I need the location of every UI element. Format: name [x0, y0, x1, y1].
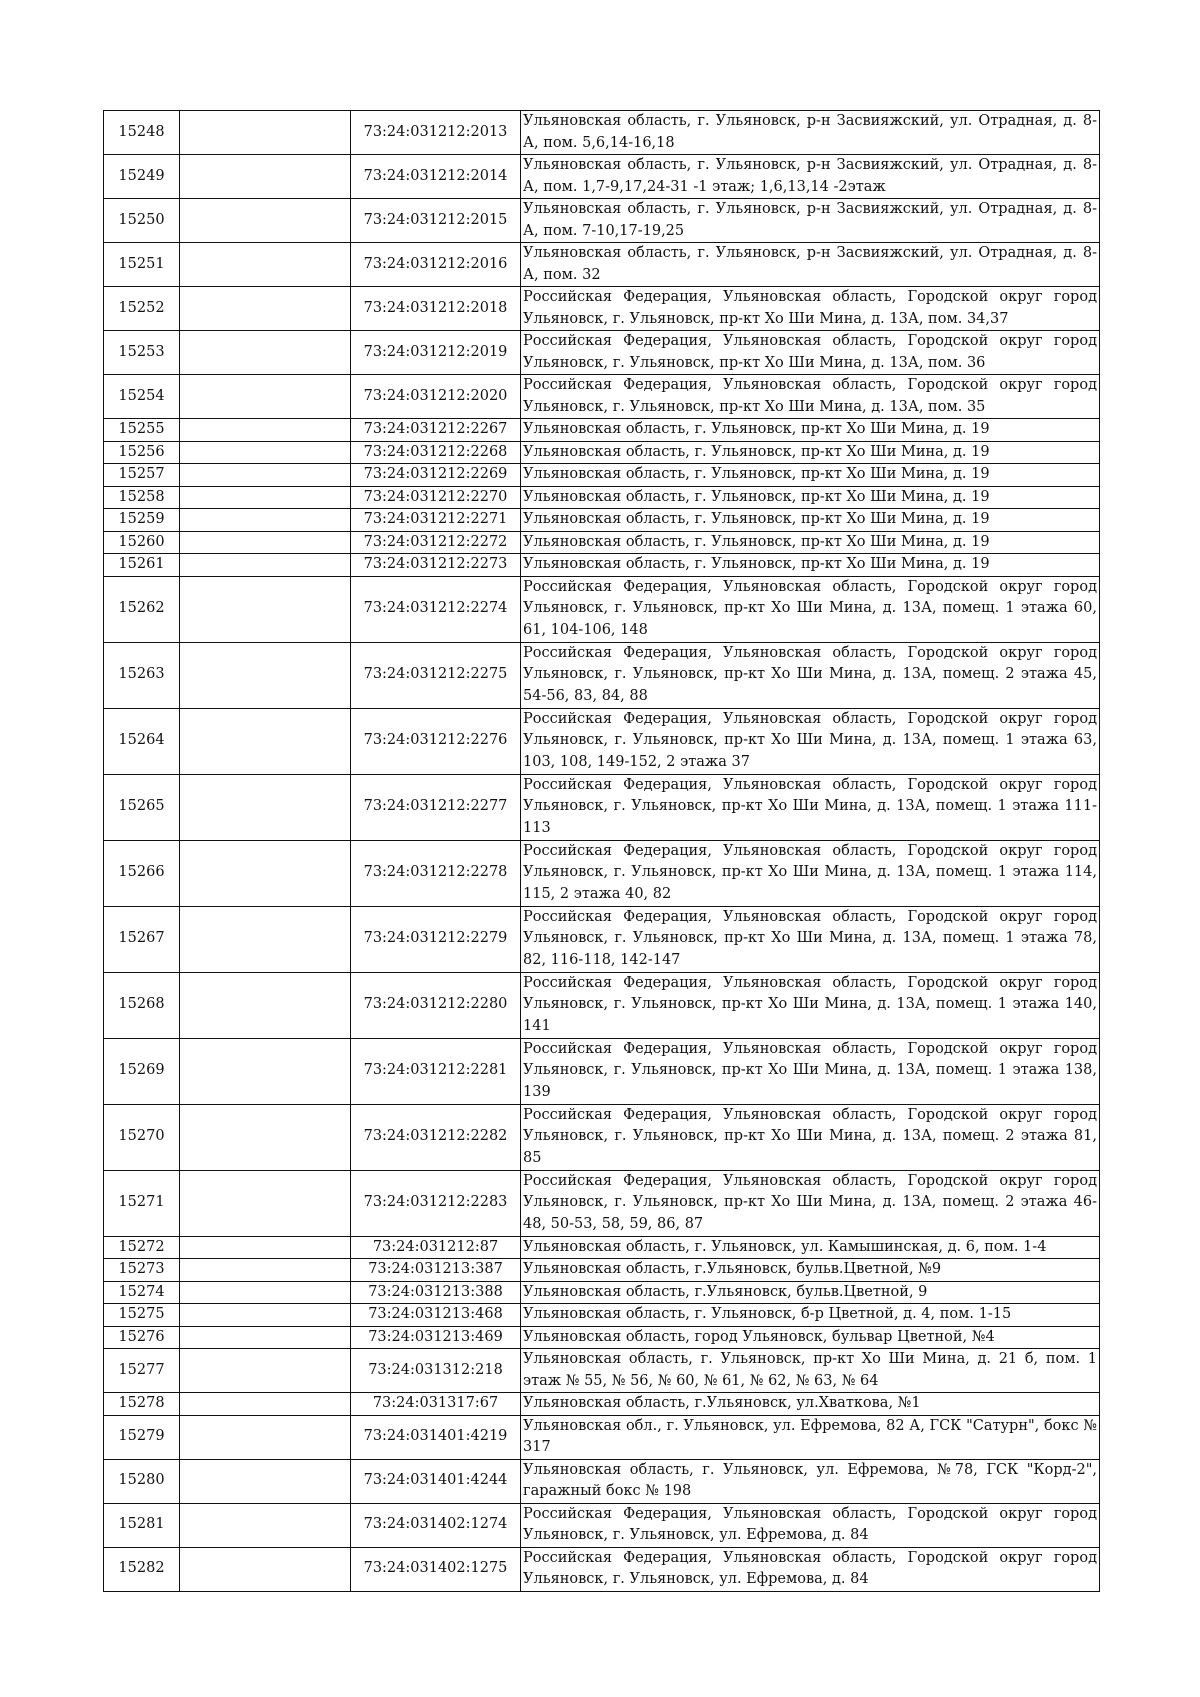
table-row: [104, 1503, 1100, 1547]
cadastral-number-cell: 73:24:031212:2269: [351, 464, 521, 487]
row-number-cell: 15263: [104, 642, 180, 708]
empty-cell: [180, 1349, 351, 1393]
table-row: [104, 1038, 1100, 1104]
address-cell: Российская Федерация, Ульяновская область, Городской округ город Ульяновск, г. Ульяновск, пр-кт Хо Ши Мина, д. 13А, пом. 35: [521, 375, 1100, 419]
empty-cell: [180, 774, 351, 840]
table-row: [104, 111, 1100, 155]
address-cell: Ульяновская область, г. Ульяновск, ул. Камышинская, д. 6, пом. 1-4: [521, 1236, 1100, 1259]
row-number-cell: 15252: [104, 287, 180, 331]
cadastral-number-cell: 73:24:031212:2267: [351, 419, 521, 442]
address-cell: Ульяновская область, г. Ульяновск, ул. Ефремова, №78, ГСК "Корд-2", гаражный бокс № 198: [521, 1459, 1100, 1503]
empty-cell: [180, 375, 351, 419]
cadastral-number-cell: 73:24:031212:87: [351, 1236, 521, 1259]
empty-cell: [180, 1459, 351, 1503]
address-cell: Ульяновская область, г. Ульяновск, р-н Засвияжский, ул. Отрадная, д. 8-А, пом. 5,6,14-16,18: [521, 111, 1100, 155]
address-cell: Российская Федерация, Ульяновская область, Городской округ город Ульяновск, г. Ульяновск, пр-кт Хо Ши Мина, д. 13А, пом. 36: [521, 331, 1100, 375]
row-number-cell: 15265: [104, 774, 180, 840]
empty-cell: [180, 155, 351, 199]
table-row: [104, 509, 1100, 532]
table-row: [104, 1393, 1100, 1416]
cadastral-number-cell: 73:24:031212:2279: [351, 906, 521, 972]
empty-cell: [180, 111, 351, 155]
row-number-cell: 15269: [104, 1038, 180, 1104]
empty-cell: [180, 243, 351, 287]
empty-cell: [180, 1259, 351, 1282]
empty-cell: [180, 1503, 351, 1547]
table-row: [104, 155, 1100, 199]
cadastral-number-cell: 73:24:031212:2280: [351, 972, 521, 1038]
address-cell: Российская Федерация, Ульяновская область, Городской округ город Ульяновск, г. Ульяновск, ул. Ефремова, д. 84: [521, 1547, 1100, 1591]
table-row: [104, 642, 1100, 708]
table-row: [104, 375, 1100, 419]
empty-cell: [180, 331, 351, 375]
table-row: [104, 906, 1100, 972]
empty-cell: [180, 1281, 351, 1304]
row-number-cell: 15279: [104, 1415, 180, 1459]
empty-cell: [180, 287, 351, 331]
table-row: [104, 1170, 1100, 1236]
row-number-cell: 15271: [104, 1170, 180, 1236]
cadastral-number-cell: 73:24:031212:2275: [351, 642, 521, 708]
row-number-cell: 15272: [104, 1236, 180, 1259]
row-number-cell: 15282: [104, 1547, 180, 1591]
empty-cell: [180, 441, 351, 464]
row-number-cell: 15266: [104, 840, 180, 906]
row-number-cell: 15262: [104, 576, 180, 642]
table-row: [104, 531, 1100, 554]
table-row: [104, 199, 1100, 243]
address-cell: Российская Федерация, Ульяновская область, Городской округ город Ульяновск, г. Ульяновск, ул. Ефремова, д. 84: [521, 1503, 1100, 1547]
table-row: [104, 287, 1100, 331]
empty-cell: [180, 509, 351, 532]
address-cell: Ульяновская область, г. Ульяновск, пр-кт Хо Ши Мина, д. 21 б, пом. 1 этаж № 55, № 56, № 60, № 61, № 62, № 63, № 64: [521, 1349, 1100, 1393]
cadastral-number-cell: 73:24:031212:2019: [351, 331, 521, 375]
address-cell: Ульяновская область, г. Ульяновск, пр-кт Хо Ши Мина, д. 19: [521, 554, 1100, 577]
registry-table-body: [104, 111, 1100, 1592]
empty-cell: [180, 531, 351, 554]
cadastral-number-cell: 73:24:031212:2282: [351, 1104, 521, 1170]
empty-cell: [180, 840, 351, 906]
empty-cell: [180, 708, 351, 774]
cadastral-number-cell: 73:24:031402:1274: [351, 1503, 521, 1547]
property-registry-table: [103, 110, 1100, 1592]
table-row: [104, 774, 1100, 840]
address-cell: Российская Федерация, Ульяновская область, Городской округ город Ульяновск, г. Ульяновск, пр-кт Хо Ши Мина, д. 13А, помещ. 1 этажа 63, 103, 108, 149-152, 2 этажа 37: [521, 708, 1100, 774]
cadastral-number-cell: 73:24:031212:2274: [351, 576, 521, 642]
cadastral-number-cell: 73:24:031317:67: [351, 1393, 521, 1416]
row-number-cell: 15276: [104, 1326, 180, 1349]
table-row: [104, 1304, 1100, 1327]
cadastral-number-cell: 73:24:031212:2013: [351, 111, 521, 155]
cadastral-number-cell: 73:24:031212:2270: [351, 486, 521, 509]
table-row: [104, 486, 1100, 509]
empty-cell: [180, 972, 351, 1038]
address-cell: Ульяновская область, г.Ульяновск, бульв.Цветной, №9: [521, 1259, 1100, 1282]
cadastral-number-cell: 73:24:031212:2281: [351, 1038, 521, 1104]
cadastral-number-cell: 73:24:031401:4219: [351, 1415, 521, 1459]
row-number-cell: 15258: [104, 486, 180, 509]
table-row: [104, 1459, 1100, 1503]
cadastral-number-cell: 73:24:031212:2015: [351, 199, 521, 243]
cadastral-number-cell: 73:24:031212:2277: [351, 774, 521, 840]
table-row: [104, 419, 1100, 442]
table-row: [104, 708, 1100, 774]
empty-cell: [180, 1326, 351, 1349]
cadastral-number-cell: 73:24:031212:2283: [351, 1170, 521, 1236]
cadastral-number-cell: 73:24:031212:2273: [351, 554, 521, 577]
empty-cell: [180, 1236, 351, 1259]
address-cell: Ульяновская область, г. Ульяновск, р-н Засвияжский, ул. Отрадная, д. 8-А, пом. 32: [521, 243, 1100, 287]
address-cell: Ульяновская область, г. Ульяновск, р-н Засвияжский, ул. Отрадная, д. 8-А, пом. 1,7-9,17,24-31 -1 этаж; 1,6,13,14 -2этаж: [521, 155, 1100, 199]
cadastral-number-cell: 73:24:031212:2020: [351, 375, 521, 419]
address-cell: Российская Федерация, Ульяновская область, Городской округ город Ульяновск, г. Ульяновск, пр-кт Хо Ши Мина, д. 13А, помещ. 1 этажа 78, 82, 116-118, 142-147: [521, 906, 1100, 972]
empty-cell: [180, 464, 351, 487]
address-cell: Ульяновская область, г. Ульяновск, пр-кт Хо Ши Мина, д. 19: [521, 509, 1100, 532]
address-cell: Ульяновская область, город Ульяновск, бульвар Цветной, №4: [521, 1326, 1100, 1349]
row-number-cell: 15261: [104, 554, 180, 577]
empty-cell: [180, 199, 351, 243]
row-number-cell: 15254: [104, 375, 180, 419]
address-cell: Российская Федерация, Ульяновская область, Городской округ город Ульяновск, г. Ульяновск, пр-кт Хо Ши Мина, д. 13А, помещ. 1 этажа 140, 141: [521, 972, 1100, 1038]
cadastral-number-cell: 73:24:031212:2271: [351, 509, 521, 532]
empty-cell: [180, 1170, 351, 1236]
cadastral-number-cell: 73:24:031212:2268: [351, 441, 521, 464]
row-number-cell: 15250: [104, 199, 180, 243]
address-cell: Ульяновская область, г. Ульяновск, пр-кт Хо Ши Мина, д. 19: [521, 531, 1100, 554]
empty-cell: [180, 576, 351, 642]
row-number-cell: 15257: [104, 464, 180, 487]
row-number-cell: 15268: [104, 972, 180, 1038]
empty-cell: [180, 419, 351, 442]
address-cell: Российская Федерация, Ульяновская область, Городской округ город Ульяновск, г. Ульяновск, пр-кт Хо Ши Мина, д. 13А, помещ. 1 этажа 111-113: [521, 774, 1100, 840]
empty-cell: [180, 1415, 351, 1459]
cadastral-number-cell: 73:24:031312:218: [351, 1349, 521, 1393]
table-row: [104, 1415, 1100, 1459]
empty-cell: [180, 1038, 351, 1104]
cadastral-number-cell: 73:24:031212:2016: [351, 243, 521, 287]
empty-cell: [180, 1104, 351, 1170]
row-number-cell: 15259: [104, 509, 180, 532]
table-row: [104, 1104, 1100, 1170]
table-row: [104, 840, 1100, 906]
address-cell: Российская Федерация, Ульяновская область, Городской округ город Ульяновск, г. Ульяновск, пр-кт Хо Ши Мина, д. 13А, пом. 34,37: [521, 287, 1100, 331]
row-number-cell: 15277: [104, 1349, 180, 1393]
address-cell: Ульяновская область, г. Ульяновск, б-р Цветной, д. 4, пом. 1-15: [521, 1304, 1100, 1327]
empty-cell: [180, 906, 351, 972]
empty-cell: [180, 486, 351, 509]
table-row: [104, 1281, 1100, 1304]
row-number-cell: 15255: [104, 419, 180, 442]
cadastral-number-cell: 73:24:031401:4244: [351, 1459, 521, 1503]
empty-cell: [180, 1547, 351, 1591]
address-cell: Ульяновская область, г.Ульяновск, бульв.Цветной, 9: [521, 1281, 1100, 1304]
address-cell: Российская Федерация, Ульяновская область, Городской округ город Ульяновск, г. Ульяновск, пр-кт Хо Ши Мина, д. 13А, помещ. 2 этажа 46-48, 50-53, 58, 59, 86, 87: [521, 1170, 1100, 1236]
address-cell: Ульяновская область, г. Ульяновск, пр-кт Хо Ши Мина, д. 19: [521, 464, 1100, 487]
row-number-cell: 15251: [104, 243, 180, 287]
address-cell: Ульяновская область, г. Ульяновск, р-н Засвияжский, ул. Отрадная, д. 8-А, пом. 7-10,17-19,25: [521, 199, 1100, 243]
row-number-cell: 15248: [104, 111, 180, 155]
document-page: [103, 110, 1100, 1592]
address-cell: Российская Федерация, Ульяновская область, Городской округ город Ульяновск, г. Ульяновск, пр-кт Хо Ши Мина, д. 13А, помещ. 2 этажа 45, 54-56, 83, 84, 88: [521, 642, 1100, 708]
table-row: [104, 972, 1100, 1038]
cadastral-number-cell: 73:24:031212:2278: [351, 840, 521, 906]
row-number-cell: 15267: [104, 906, 180, 972]
row-number-cell: 15280: [104, 1459, 180, 1503]
address-cell: Ульяновская область, г. Ульяновск, пр-кт Хо Ши Мина, д. 19: [521, 486, 1100, 509]
row-number-cell: 15274: [104, 1281, 180, 1304]
address-cell: Ульяновская область, г. Ульяновск, пр-кт Хо Ши Мина, д. 19: [521, 441, 1100, 464]
row-number-cell: 15260: [104, 531, 180, 554]
address-cell: Российская Федерация, Ульяновская область, Городской округ город Ульяновск, г. Ульяновск, пр-кт Хо Ши Мина, д. 13А, помещ. 1 этажа 60, 61, 104-106, 148: [521, 576, 1100, 642]
row-number-cell: 15278: [104, 1393, 180, 1416]
table-row: [104, 1259, 1100, 1282]
cadastral-number-cell: 73:24:031212:2018: [351, 287, 521, 331]
row-number-cell: 15253: [104, 331, 180, 375]
empty-cell: [180, 1304, 351, 1327]
cadastral-number-cell: 73:24:031402:1275: [351, 1547, 521, 1591]
cadastral-number-cell: 73:24:031212:2014: [351, 155, 521, 199]
address-cell: Российская Федерация, Ульяновская область, Городской округ город Ульяновск, г. Ульяновск, пр-кт Хо Ши Мина, д. 13А, помещ. 1 этажа 114, 115, 2 этажа 40, 82: [521, 840, 1100, 906]
table-row: [104, 1326, 1100, 1349]
row-number-cell: 15273: [104, 1259, 180, 1282]
cadastral-number-cell: 73:24:031212:2276: [351, 708, 521, 774]
table-row: [104, 1236, 1100, 1259]
table-row: [104, 1547, 1100, 1591]
table-row: [104, 554, 1100, 577]
address-cell: Российская Федерация, Ульяновская область, Городской округ город Ульяновск, г. Ульяновск, пр-кт Хо Ши Мина, д. 13А, помещ. 2 этажа 81, 85: [521, 1104, 1100, 1170]
empty-cell: [180, 1393, 351, 1416]
address-cell: Ульяновская область, г.Ульяновск, ул.Хваткова, №1: [521, 1393, 1100, 1416]
table-row: [104, 331, 1100, 375]
table-row: [104, 243, 1100, 287]
cadastral-number-cell: 73:24:031213:469: [351, 1326, 521, 1349]
cadastral-number-cell: 73:24:031213:388: [351, 1281, 521, 1304]
address-cell: Ульяновская обл., г. Ульяновск, ул. Ефремова, 82 А, ГСК "Сатурн", бокс № 317: [521, 1415, 1100, 1459]
table-row: [104, 576, 1100, 642]
empty-cell: [180, 642, 351, 708]
table-row: [104, 464, 1100, 487]
cadastral-number-cell: 73:24:031213:387: [351, 1259, 521, 1282]
address-cell: Ульяновская область, г. Ульяновск, пр-кт Хо Ши Мина, д. 19: [521, 419, 1100, 442]
cadastral-number-cell: 73:24:031212:2272: [351, 531, 521, 554]
row-number-cell: 15264: [104, 708, 180, 774]
row-number-cell: 15256: [104, 441, 180, 464]
empty-cell: [180, 554, 351, 577]
row-number-cell: 15281: [104, 1503, 180, 1547]
row-number-cell: 15270: [104, 1104, 180, 1170]
cadastral-number-cell: 73:24:031213:468: [351, 1304, 521, 1327]
table-row: [104, 441, 1100, 464]
address-cell: Российская Федерация, Ульяновская область, Городской округ город Ульяновск, г. Ульяновск, пр-кт Хо Ши Мина, д. 13А, помещ. 1 этажа 138, 139: [521, 1038, 1100, 1104]
row-number-cell: 15249: [104, 155, 180, 199]
table-row: [104, 1349, 1100, 1393]
row-number-cell: 15275: [104, 1304, 180, 1327]
